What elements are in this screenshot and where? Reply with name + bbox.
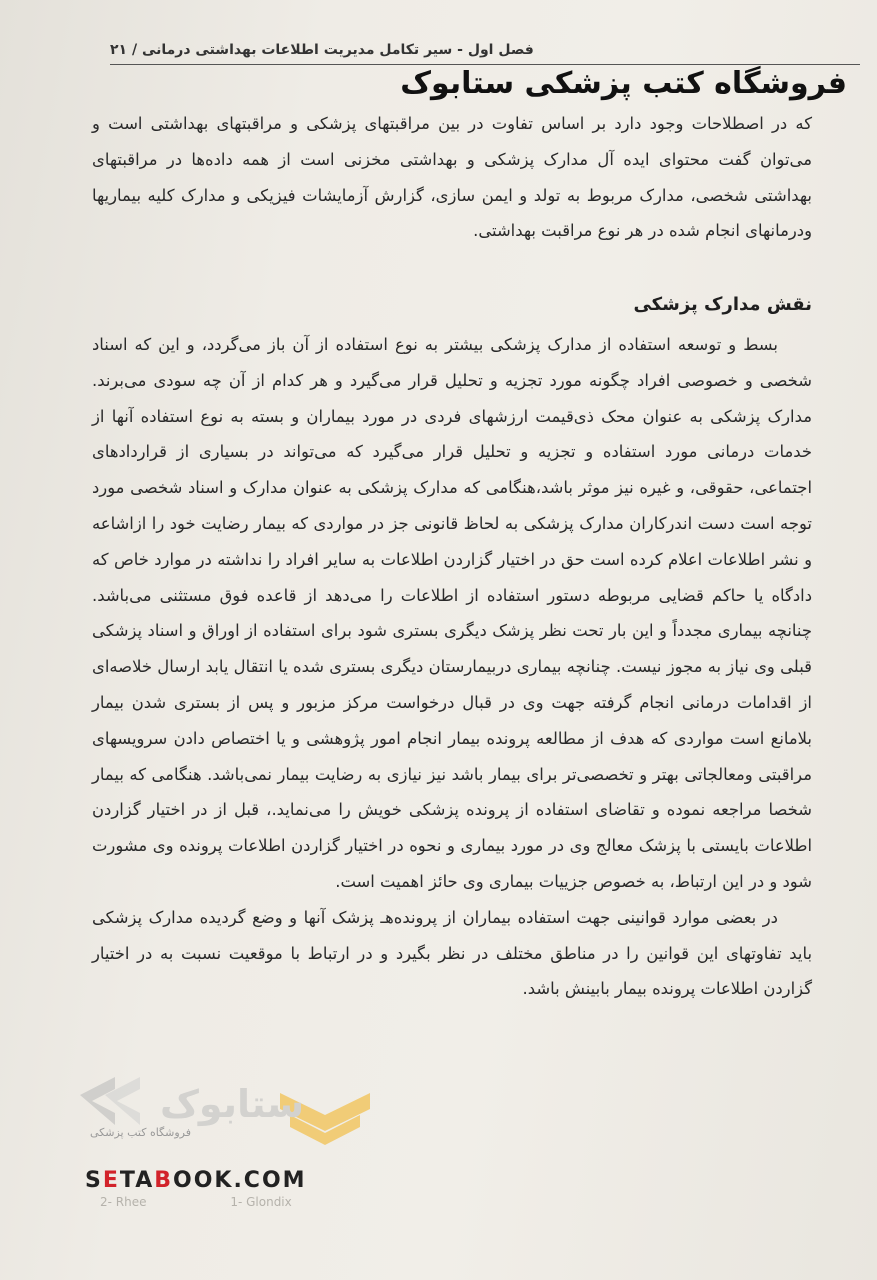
footnote-1: 1- Glondix (230, 1195, 292, 1209)
running-header: فصل اول - سیر تکامل مدیریت اطلاعات بهداشتی درمانی / ۲۱ (110, 42, 534, 58)
body-text (92, 106, 812, 1007)
paragraph-1: که در اصطلاحات وجود دارد بر اساس تفاوت در بین مراقبتهای پزشکی و مراقبتهای بهداشتی است و می‌توان گفت محتوای ایده آل مدارک پزشکی و بهداشتی مخزنی است از همه داده‌ها در مراقبتهای بهداشتی شخصی، مدارک مربوط به تولد و ایمن سازی، گزارش آزمایشات فیزیکی و مدارک کلیه بیماریها ودرمانهای انجام شده در هر نوع مراقبت بهداشتی. (92, 114, 812, 241)
footnotes (100, 1195, 372, 1209)
url-part: S (85, 1168, 103, 1193)
watermark-url (85, 1168, 307, 1193)
header-divider (110, 64, 860, 65)
watermark-subtitle: فروشگاه کتب پزشکی (90, 1126, 191, 1139)
paragraph-2: بسط و توسعه استفاده از مدارک پزشکی بیشتر به نوع استفاده از آن باز می‌گردد، و این که اسناد شخصی و خصوصی افراد چگونه مورد تجزیه و تحلیل قرار می‌گیرد و هر کدام از آن چه سودی می‌برند. مدارک پزشکی به عنوان محک ذی‌قیمت ارزشهای فردی در مورد بیماران و بسته به نوع استفاده آنها از خدمات درمانی مورد استفاده و تجزیه و تحلیل قرار می‌گیرد که می‌تواند در بسیاری از قراردادهای اجتماعی، حقوقی، و غیره نیز موثر باشد،هنگامی که مدارک پزشکی به عنوان مدارک و اسناد شخصی مورد توجه است دست اندرکاران مدارک پزشکی به لحاظ قانونی جز در مواردی که بیمار رضایت خود را ازاشاعه و نشر اطلاعات اعلام کرده است حق در اختیار گزاردن اطلاعات به سایر افراد را نداشته در موارد خاص که دادگاه یا حاکم قضایی مربوطه دستور استفاده از اطلاعات را می‌دهد از قاعده فوق مستثنی می‌باشد. چنانچه بیماری مجدداً و این بار تحت نظر پزشک دیگری بستری شود برای استفاده از اوراق و اسناد پزشکی قبلی وی نیاز به مجوز نیست. چنانچه بیماری دربیمارستان دیگری بستری شده یا انتقال یابد ارسال خلاصه‌ای از اقدامات درمانی انجام گرفته جهت وی در قبال درخواست مرکز مزبور و پس از بستری شدن بیمار بلامانع است مواردی که هدف از مطالعه پرونده بیمار انجام امور پژوهشی و یا اختصاص دادن سرویسهای مراقبتی ومعالجاتی بهتر و تخصصی‌تر برای بیمار باشد نیز نیازی به رضایت بیمار نمی‌باشد. هنگامی که بیمار شخصا مراجعه نموده و تقاضای استفاده از پرونده پزشکی خویش را می‌نماید.، قبل از در اختیار گزاردن اطلاعات بایستی با پزشک معالج وی در مورد بیماری و نحوه در اختیار گزاردن اطلاعات پرونده وی مشورت شود و در این ارتباط، به خصوص جزییات بیماری وی حائز اهمیت است. (92, 334, 812, 891)
url-part: TA (119, 1168, 155, 1193)
setabook-logo-icon (70, 1075, 370, 1155)
url-part: OOK.COM (173, 1168, 307, 1193)
store-watermark-title: فروشگاه کتب پزشکی ستابوک (400, 66, 847, 101)
footnote-2: 2- Rhee (100, 1195, 147, 1209)
logo-text: ستابوک (160, 1082, 305, 1126)
url-part-red: B (154, 1168, 173, 1193)
section-heading: نقش مدارک پزشکی (633, 294, 812, 316)
paragraph-3: در بعضی موارد قوانینی جهت استفاده بیماران از پرونده‌هـ پزشک آنها و وضع گردیده مدارک پزشکی باید تفاوتهای این قوانین را در مناطق مختلف در نظر بگیرد و در ارتباط با موقعیت نسبت به در اختیار گزاردن اطلاعات پرونده بیمار بابینش باشد. (92, 907, 812, 999)
url-part-red: E (102, 1168, 120, 1193)
